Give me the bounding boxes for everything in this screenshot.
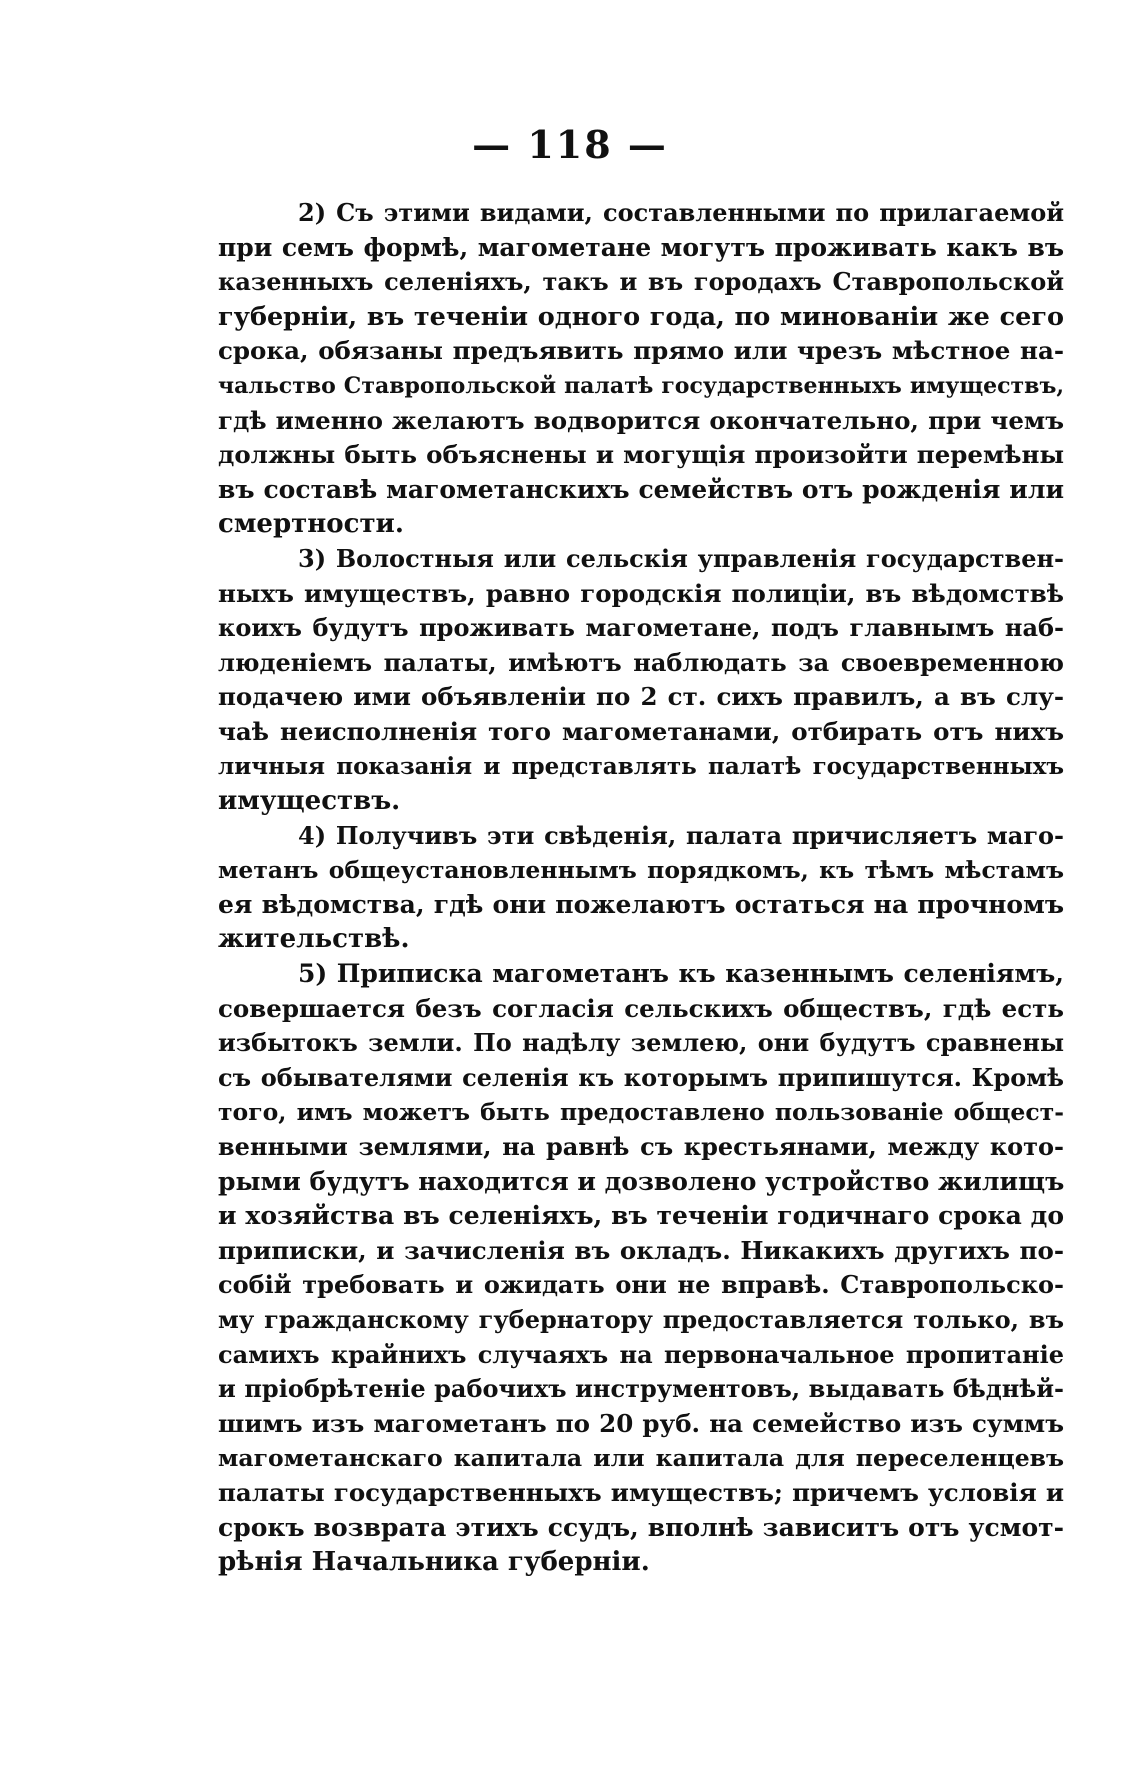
text-line: самихъ крайнихъ случаяхъ на первоначальное пропитаніе (218, 1339, 1064, 1369)
text-line: казенныхъ селеніяхъ, такъ и въ городахъ Ставропольской (218, 267, 1064, 297)
text-line: рыми будутъ находится и дозволено устройство жилищъ (218, 1166, 1064, 1196)
text-line: при семъ формѣ, магометане могутъ проживать какъ въ (218, 232, 1064, 262)
text-line: 2) Съ этими видами, составленными по прилагаемой (298, 198, 1064, 227)
text-line: чальство Ставропольской палатѣ государственныхъ имуществъ, (218, 372, 1064, 399)
text-line: коихъ будутъ проживать магометане, подъ главнымъ наб- (218, 613, 1064, 643)
text-line: му гражданскому губернатору предоставляется только, въ (218, 1305, 1064, 1334)
text-line: приписки, и зачисленія въ окладъ. Никакихъ другихъ по- (218, 1235, 1064, 1265)
text-line: люденіемъ палаты, имѣютъ наблюдать за своевременною (218, 647, 1064, 677)
text-line: шимъ изъ магометанъ по 20 руб. на семейство изъ суммъ (218, 1408, 1064, 1438)
text-line: жительствѣ. (218, 924, 410, 955)
text-line: метанъ общеустановленнымъ порядкомъ, къ тѣмъ мѣстамъ (218, 856, 1064, 885)
text-line: 5) Приписка магометанъ къ казеннымъ селеніямъ, (298, 959, 1064, 989)
text-line: венными землями, на равнѣ съ крестьянами, между кото- (218, 1132, 1064, 1162)
text-line: подачею ими объявленіи по 2 ст. сихъ правилъ, а въ слу- (218, 682, 1064, 712)
text-line: рѣнія Начальника губерніи. (218, 1547, 650, 1578)
text-line: гдѣ именно желаютъ водворится окончательно, при чемъ (218, 405, 1064, 435)
text-line: съ обывателями селенія къ которымъ припишутся. Кромѣ (218, 1062, 1064, 1092)
text-line: избытокъ земли. По надѣлу землею, они будутъ сравнены (218, 1028, 1064, 1058)
text-line: срокъ возврата этихъ ссудъ, вполнѣ зависитъ отъ усмот- (218, 1512, 1064, 1542)
text-line: совершается безъ согласія сельскихъ обществъ, гдѣ есть (218, 993, 1064, 1023)
text-line: и пріобрѣтеніе рабочихъ инструментовъ, выдавать бѣднѣй- (218, 1374, 1064, 1404)
text-line: губерніи, въ теченіи одного года, по минованіи же сего (218, 301, 1064, 332)
text-line: собій требовать и ожидать они не вправѣ. Ставропольско- (218, 1270, 1064, 1300)
text-line: палаты государственныхъ имуществъ; причемъ условія и (218, 1477, 1064, 1507)
text-line: магометанскаго капитала или капитала для переселенцевъ (218, 1444, 1064, 1473)
text-line: ея вѣдомства, гдѣ они пожелаютъ остаться на прочномъ (218, 889, 1064, 919)
text-line: въ составѣ магометанскихъ семействъ отъ рожденія или (218, 474, 1064, 504)
text-line: ныхъ имуществъ, равно городскія полиціи, въ вѣдомствѣ (218, 578, 1064, 608)
body-text (218, 196, 1064, 1580)
text-line: 3) Волостныя или сельскія управленія государствен- (298, 543, 1064, 573)
text-line: 4) Получивъ эти свѣденія, палата причисляетъ маго- (298, 820, 1064, 850)
text-line: чаѣ неисполненія того магометанами, отбирать отъ нихъ (218, 716, 1064, 746)
text-line: личныя показанія и представлять палатѣ государственныхъ (218, 752, 1064, 780)
text-line: должны быть объяснены и могущія произойти перемѣны (218, 440, 1064, 470)
text-line: имуществъ. (218, 786, 401, 817)
text-line: и хозяйства въ селеніяхъ, въ теченіи годичнаго срока до (218, 1201, 1064, 1231)
text-line: срока, обязаны предъявить прямо или чрезъ мѣстное на- (218, 336, 1064, 366)
text-line: того, имъ можетъ быть предоставлено пользованіе общест- (218, 1098, 1064, 1127)
text-line: смертности. (218, 509, 404, 540)
page-number: — 118 — (472, 122, 668, 167)
